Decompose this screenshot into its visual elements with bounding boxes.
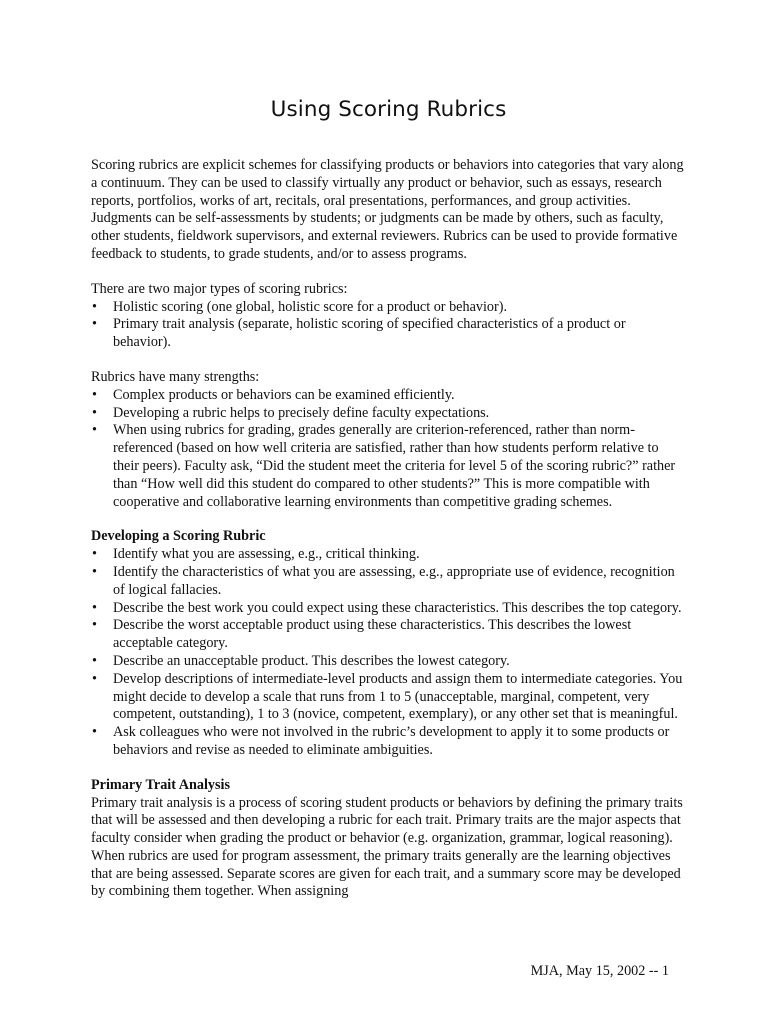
bullet-icon: • [92, 386, 97, 403]
developing-heading: Developing a Scoring Rubric [91, 528, 266, 545]
bullet-icon: • [92, 599, 97, 616]
list-item: • Describe the worst acceptable product using these characteristics. This describes the lowest acceptable category. [92, 617, 632, 652]
list-item: • Describe an unacceptable product. This describes the lowest category. [92, 652, 510, 669]
list-item: • Describe the best work you could expect using these characteristics. This describes the top category. [92, 599, 682, 616]
types-list [91, 299, 686, 352]
intro-paragraph: Scoring rubrics are explicit schemes for classifying products or behaviors into categories that vary along a continuum. They can be used to classify virtually any product or behavior, such as essays, research reports, portfolios, works of art, recitals, oral presentations, performances, and group activities. Judgments can be self-assessments by students; or judgments can be made by others, such as faculty, other students, fieldwork supervisors, and external reviewers. Rubrics can be used to provide formative feedback to students, to grade students, and/or to assess programs. [91, 157, 684, 262]
bullet-icon: • [92, 422, 97, 439]
document-title: Using Scoring Rubrics [270, 97, 507, 122]
primary-trait-heading: Primary Trait Analysis [91, 776, 230, 793]
primary-trait-paragraph: Primary trait analysis is a process of scoring student products or behaviors by defining the primary traits that will be assessed and then developing a rubric for each trait. Primary traits are the major aspects that faculty consider when grading the product or behavior (e.g. organization, grammar, logical reasoning). When rubrics are used for program assessment, the primary traits generally are the learning objectives that are being assessed. Separate scores are given for each trait, and a summary score may be developed by combining them together. When assigning [91, 794, 683, 900]
list-item: • Primary trait analysis (separate, holistic scoring of specified characteristics of a product or behavior). [92, 316, 626, 351]
list-item: • When using rubrics for grading, grades generally are criterion-referenced, rather than norm-referenced (based on how well criteria are satisfied, rather than how students perform relative to their peers). Faculty ask, “Did the student meet the criteria for level 5 of the scoring rubric?” rather than “How well did this student do compared to other students?” This is more compatible with cooperative and collaborative learning environments than competitive grading schemes. [92, 422, 676, 510]
list-item: • Identify what you are assessing, e.g., critical thinking. [92, 546, 420, 563]
document-content [91, 96, 686, 901]
list-item: • Holistic scoring (one global, holistic score for a product or behavior). [92, 298, 507, 315]
bullet-icon: • [92, 652, 97, 669]
bullet-icon: • [92, 404, 97, 421]
bullet-icon: • [92, 316, 97, 333]
bullet-icon: • [92, 724, 97, 741]
list-item: • Develop descriptions of intermediate-level products and assign them to intermediate categories. You might decide to develop a scale that runs from 1 to 5 (unacceptable, marginal, competent, very competent, outstanding), 1 to 3 (novice, competent, exemplary), or any other set that is meaningful. [92, 670, 683, 723]
developing-list [91, 546, 686, 760]
list-item: • Complex products or behaviors can be examined efficiently. [92, 386, 455, 403]
bullet-icon: • [92, 546, 97, 563]
list-item: • Identify the characteristics of what you are assessing, e.g., appropriate use of evidence, recognition of logical fallacies. [92, 563, 675, 598]
bullet-icon: • [92, 563, 97, 580]
bullet-icon: • [92, 298, 97, 315]
list-item: • Developing a rubric helps to precisely define faculty expectations. [92, 404, 490, 421]
types-lead: There are two major types of scoring rubrics: [91, 280, 348, 297]
page-footer: MJA, May 15, 2002 -- 1 [530, 963, 669, 979]
strengths-lead: Rubrics have many strengths: [91, 368, 260, 385]
list-item: • Ask colleagues who were not involved in the rubric’s development to apply it to some products or behaviors and revise as needed to eliminate ambiguities. [92, 724, 670, 758]
bullet-icon: • [92, 670, 97, 687]
strengths-list [91, 387, 686, 512]
bullet-icon: • [92, 617, 97, 634]
